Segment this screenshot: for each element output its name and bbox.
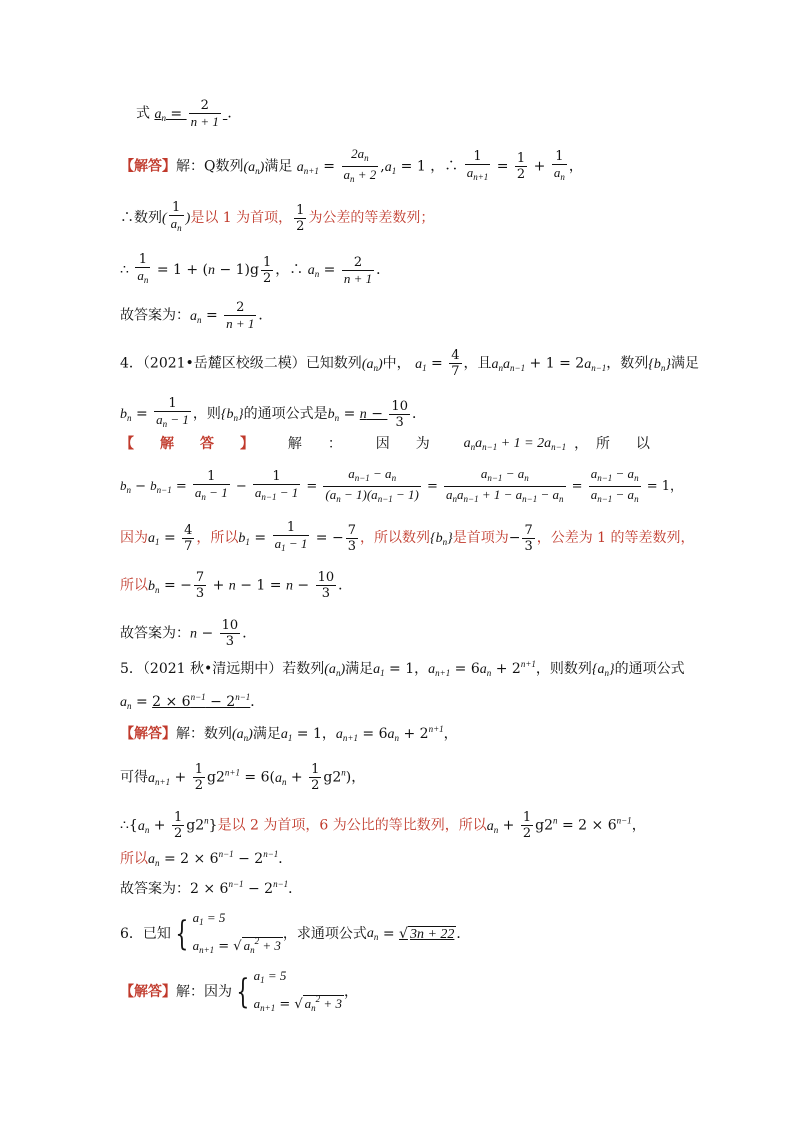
q6-stem: 6．已知 { $a_1 = 5$ $a_{n+1}$ = √ $a_n^2 + 3$ ，求通项公式$a_n$ = √ 3n + 22 ．	[120, 908, 470, 960]
prev-answer-line: 式 $a_n$ = $\frac{2}{n + 1}$ ．	[136, 98, 242, 129]
q4-solution-line-3: 因为$a_1$ = $\frac{4}{7}$ ，所以$b_1$ = $\frac{1}{a_1 - 1}$ = − $\frac{7}{3}$ ，所以数列$\{b_n\}$是首项为− $\frac{7}{3}$ ，公差为 1 的等差数列，	[120, 520, 695, 554]
answer-fraction: $\frac{2}{n + 1}$	[190, 98, 219, 129]
q5-solution-line-4: 所以$a_n = 2 \times 6^{n-1} - 2^{n-1}$．	[120, 849, 293, 868]
q5-solution-line-2: 可得$a_{n+1}$ + $\frac{1}{2}$ $g2^{n+1} = 6(a_n$ + $\frac{1}{2}$ g2$^n$)，	[120, 762, 366, 793]
solution-tag: 【解答】	[120, 158, 176, 175]
left-brace-icon: {	[175, 914, 189, 954]
q4-solution-line-2: $b_n - b_{n-1}$ = $\frac{1}{a_n - 1}$ − $\frac{1}{a_{n-1} - 1}$ = $\frac{a_{n-1} - a_n}{(a_n - 1)(a_{n-1} - 1)}$ = $\frac{a_{n-1} - a_n}{a_na_{n-1} + 1 - a_{n-1} - a_n}$ = $\frac{a_{n-1} - a_n}{a_{n-1} - a_n}$ = 1，	[120, 466, 684, 504]
q5-source: （2021 秋•清远期中）	[142, 661, 283, 677]
q4-answer-summary: 故答案为：n − $\frac{10}{3}$ ．	[120, 618, 257, 649]
q4-source: （2021•岳麓区校级二模）	[142, 355, 306, 372]
prefix-text: 式	[136, 105, 150, 122]
prev-solution-line-1: 【解答】解：Q数列$(a_n)$满足 $a_{n+1}$ = $\frac{2a_n}{a_n + 2}$ $,a_1 = 1$ ，∴ $\frac{1}{a_{n+1}}$ = $\frac{1}{2}$ + $\frac{1}{a_n}$ ，	[120, 146, 583, 184]
q4-answer-blank: n − $\frac{10}{3}$	[359, 398, 408, 430]
q5-answer-summary: 故答案为：$2 \times 6^{n-1} - 2^{n-1}$．	[120, 879, 303, 897]
q5-solution-line-3: $\therefore\{a_n$ + $\frac{1}{2}$ g2$^n$}是以 2 为首项，6 为公比的等比数列，所以$a_n$ + $\frac{1}{2}$ $g2^n = 2 \times 6^{n-1}$，	[120, 810, 646, 841]
q4-solution-line-4: 所以$b_n$ = − $\frac{7}{3}$ + n − 1 = n − $\frac{10}{3}$ ．	[120, 570, 353, 601]
q4-solution-line-1: 【解答】 解： 因为 $a_na_{n-1} + 1 = 2a_{n-1}$ ， 所以	[120, 436, 676, 452]
answer-blank: $a_n$ = $\frac{2}{n + 1}$	[154, 98, 219, 129]
q6-system: $a_1 = 5$ $a_{n+1}$ = √ $a_n^2 + 3$	[192, 910, 281, 955]
q5-stem-line-1: 5．（2021 秋•清远期中）若数列$(a_n)$满足$a_1 = 1$，$a_{n+1} = 6a_n + 2^{n+1}$，则数列$\{a_n\}$的通项公式	[120, 659, 685, 678]
q4-stem-line-1: 4．（2021•岳麓区校级二模）已知数列$(a_n)$中， $a_1$ = $\frac{4}{7}$ ，且$a_na_{n-1} + 1 = 2a_{n-1}$，数列$\{b_n\}$满足	[120, 348, 699, 379]
prev-solution-line-2: ∴数列( $\frac{1}{a_n}$ )是以 1 为首项， $\frac{1}{2}$ 为公差的等差数列；	[120, 200, 435, 234]
q5-solution-line-1: 【解答】解：数列$(a_n)$满足$a_1 = 1$，$a_{n+1} = 6a_n + 2^{n+1}$，	[120, 724, 458, 743]
q6-answer-blank: √ 3n + 22	[399, 925, 455, 942]
prev-solution-line-3: ∴ $\frac{1}{a_n}$ = 1 + (n − 1)g $\frac{1}{2}$ ，∴ $a_n$ = $\frac{2}{n + 1}$ ．	[120, 252, 391, 286]
prev-answer-summary: 故答案为：$a_n$ = $\frac{2}{n + 1}$ ．	[120, 300, 273, 331]
q5-answer-blank: $2 \times 6^{n-1} - 2^{n-1}$	[152, 692, 251, 710]
left-brace-icon: {	[236, 972, 250, 1012]
q6-solution-line-1: 【解答】解：因为 { $a_1 = 5$ $a_{n+1}$ = √ $a_n^2 + 3$ ，	[120, 968, 358, 1013]
q4-stem-line-2: $b_n$ = $\frac{1}{a_n - 1}$ ，则$\{b_n\}$的通项公式是$b_n = n$ − $\frac{10}{3}$ ．	[120, 396, 426, 430]
q5-stem-line-2: $a_n = 2 \times 6^{n-1} - 2^{n-1}$．	[120, 692, 265, 711]
